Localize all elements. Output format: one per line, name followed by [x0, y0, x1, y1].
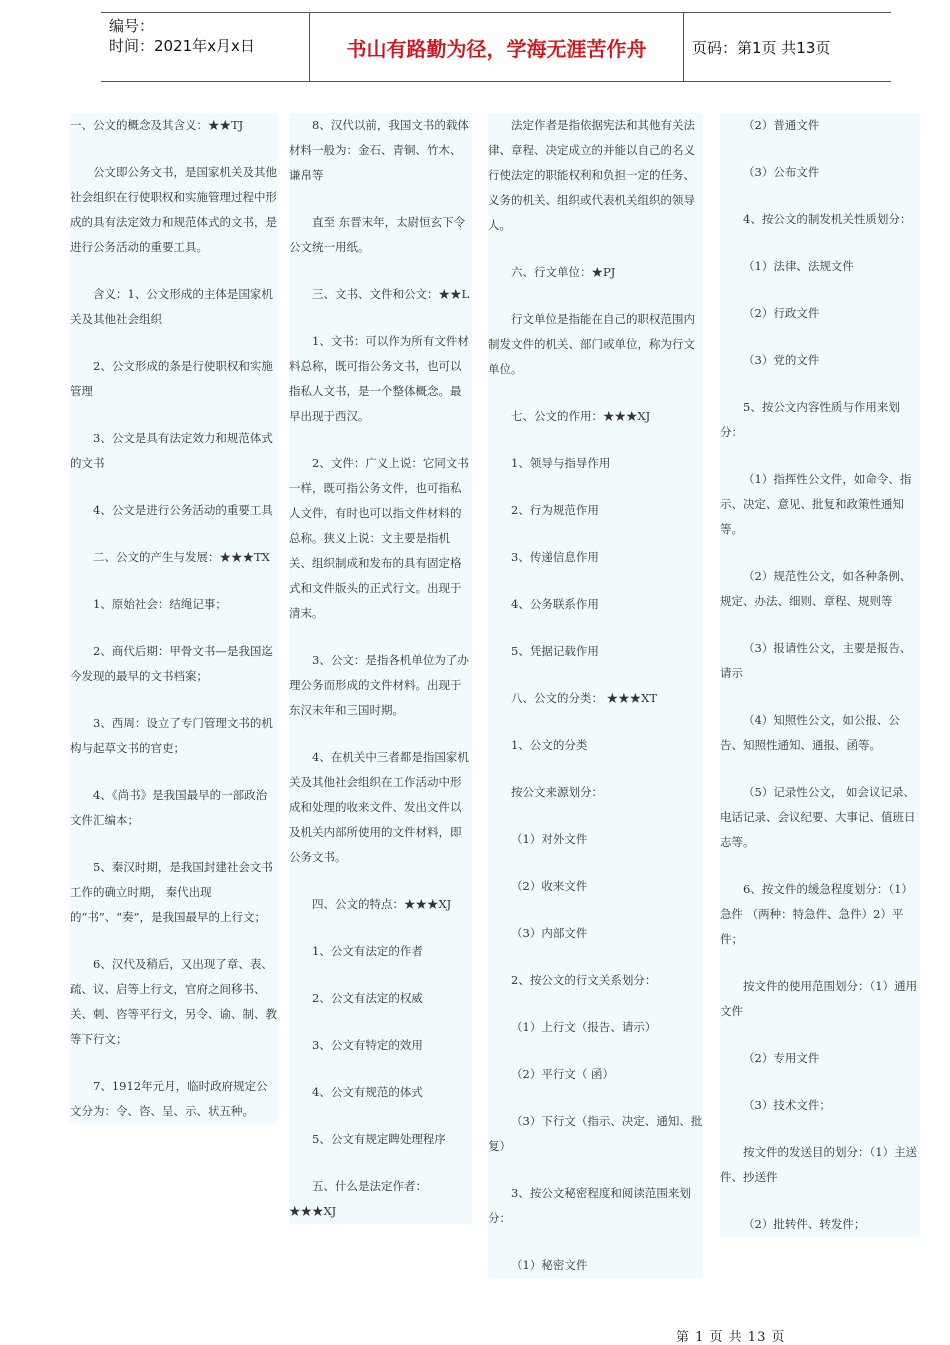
- text-column-1: [70, 113, 278, 1124]
- document-number-label: 编号：: [109, 17, 155, 35]
- section-heading: 四、公文的特点：★★★XJ: [312, 897, 452, 911]
- paragraph: 4、公文是进行公务活动的重要工具: [93, 503, 273, 517]
- header-meta: [101, 13, 310, 81]
- paragraph: （3）公布文件: [743, 165, 820, 179]
- paragraph: （1）对外文件: [511, 832, 588, 846]
- paragraph: 4、按公文的制发机关性质划分：: [743, 212, 912, 226]
- paragraph: 按文件的发送目的划分：（1）主送件、抄送件: [720, 1145, 918, 1184]
- paragraph: （1）秘密文件: [511, 1258, 588, 1272]
- paragraph: 行文单位是指能在自己的职权范围内制发文件的机关、部门或单位，称为行文单位。: [488, 312, 695, 376]
- section-heading: 五、什么是法定作者：★★★XJ: [289, 1179, 427, 1218]
- section-heading: 七、公文的作用：★★★XJ: [511, 409, 651, 423]
- paragraph: 4、公文有规范的体式: [312, 1085, 423, 1099]
- paragraph: 2、按公文的行文关系划分：: [511, 973, 657, 987]
- paragraph: （3）技术文件；: [743, 1098, 831, 1112]
- paragraph: 含义：1、公文形成的主体是国家机关及其他社会组织: [70, 287, 273, 326]
- document-date: 时间：2021年x月x日: [109, 37, 255, 55]
- paragraph: 5、秦汉时期，是我国封建社会文书工作的确立时期， 秦代出现的“书”、“奏”，是我国最早的上行文；: [70, 860, 273, 924]
- paragraph: （3）下行文（指示、决定、通知、批复）: [488, 1114, 703, 1153]
- paragraph: 4、《尚书》是我国最早的一部政治文件汇编本；: [70, 788, 268, 827]
- section-heading: 六、行文单位：★PJ: [511, 265, 616, 279]
- paragraph: 2、文件：广义上说：它同文书一样，既可指公务文件，也可指私人文件，有时也可以指文件材料的总称。狭义上说：文主要是指机关、组织制成和发布的具有固定格式和文件版头的正式行文。出现于清末。: [289, 456, 469, 620]
- paragraph: 法定作者是指依据宪法和其他有关法律、章程、决定成立的并能以自己的名义行使法定的职能权利和负担一定的任务、义务的机关、组织或代表机关组织的领导人。: [488, 118, 695, 232]
- paragraph: 2、商代后期：甲骨文书—是我国迄今发现的最早的文书档案；: [70, 644, 273, 683]
- paragraph: 1、文书：可以作为所有文件材料总称，既可指公务文书，也可以指私人文书，是一个整体概念。最早出现于西汉。: [289, 334, 469, 423]
- paragraph: （2）行政文件: [743, 306, 820, 320]
- paragraph: 3、公文有特定的效用: [312, 1038, 423, 1052]
- paragraph: 4、公务联系作用: [511, 597, 599, 611]
- paragraph: （2）普通文件: [743, 118, 820, 132]
- page-footer: 第 1 页 共 13 页: [676, 1330, 786, 1345]
- paragraph: 按文件的使用范围划分：（1）通用文件: [720, 979, 918, 1018]
- paragraph: 5、按公文内容性质与作用来划分：: [720, 400, 900, 439]
- paragraph: （2）收来文件: [511, 879, 588, 893]
- paragraph: 1、公文有法定的作者: [312, 944, 423, 958]
- text-column-2: [289, 113, 472, 1224]
- paragraph: 4、在机关中三者都是指国家机关及其他社会组织在工作活动中形成和处理的收来文件、发出文件以及机关内部所使用的文件材料，即公务文书。: [289, 750, 469, 864]
- paragraph: 2、公文有法定的权威: [312, 991, 423, 1005]
- paragraph: 1、原始社会：结绳记事；: [93, 597, 227, 611]
- paragraph: 3、公文：是指各机单位为了办理公务而形成的文件材料。出现于东汉末年和三国时期。: [289, 653, 469, 717]
- paragraph: 按公文来源划分：: [511, 785, 603, 799]
- paragraph: 8、汉代以前，我国文书的载体材料一般为：金石、青铜、竹木、谦帛等: [289, 118, 469, 182]
- paragraph: 3、按公文秘密程度和阅读范围来划分：: [488, 1186, 691, 1225]
- paragraph: 6、汉代及稍后，又出现了章、表、疏、议、启等上行文，官府之间移书、关、刺、咨等平行文，另令、谕、制、教等下行文；: [70, 957, 277, 1046]
- paragraph: （1）法律、法规文件: [743, 259, 854, 273]
- paragraph: 2、行为规范作用: [511, 503, 599, 517]
- paragraph: 3、公文是具有法定效力和规范体式的文书: [70, 431, 273, 470]
- paragraph: （2）批转件、转发件；: [743, 1217, 866, 1231]
- paragraph: （2）专用文件: [743, 1051, 820, 1065]
- paragraph: 7、1912年元月，临时政府规定公文分为：令、咨、呈、示、状五种。: [70, 1079, 268, 1118]
- paragraph: （3）内部文件: [511, 926, 588, 940]
- paragraph: 1、公文的分类: [511, 738, 588, 752]
- paragraph: 5、公文有规定睥处理程序: [312, 1132, 446, 1146]
- text-column-4: [720, 113, 920, 1237]
- header-motto: 书山有路勤为径，学海无涯苦作舟: [310, 13, 684, 81]
- paragraph: （4）知照性公文，如公报、公告、知照性通知、通报、函等。: [720, 713, 900, 752]
- section-heading: 二、公文的产生与发展：★★★TX: [93, 550, 270, 564]
- paragraph: （1）指挥性公文件，如命令、指示、决定、意见、批复和政策性通知等。: [720, 472, 912, 536]
- paragraph: 公文即公务文书，是国家机关及其他社会组织在行使职权和实施管理过程中形成的具有法定效力和规范体式的文书，是进行公务活动的重要工具。: [70, 165, 277, 254]
- paragraph: 3、西周：设立了专门管理文书的机构与起草文书的官吏；: [70, 716, 273, 755]
- section-heading: 八、公文的分类： ★★★XT: [511, 691, 658, 705]
- paragraph: 直至 东晋末年，太尉恒玄下令公文统一用纸。: [289, 215, 466, 254]
- paragraph: 1、领导与指导作用: [511, 456, 611, 470]
- paragraph: （5）记录性公文， 如会议记录、电话记录、会议纪要、大事记、值班日志等。: [720, 785, 916, 849]
- paragraph: （2）规范性公文，如各种条例、规定、办法、细则、章程、规则等: [720, 569, 912, 608]
- paragraph: （2）平行文（ 函）: [511, 1067, 614, 1081]
- section-heading: 三、文书、文件和公文：★★L: [312, 287, 470, 301]
- paragraph: 6、按文件的缓急程度划分：（1）急件 （两种：特急件、急件）2）平件；: [720, 882, 913, 946]
- page-header: [101, 12, 891, 82]
- paragraph: 5、凭据记载作用: [511, 644, 599, 658]
- paragraph: （1）上行文（报告、请示）: [511, 1020, 657, 1034]
- paragraph: 2、公文形成的条是行使职权和实施管理: [70, 359, 273, 398]
- paragraph: （3）报请性公文，主要是报告、请示: [720, 641, 912, 680]
- section-heading: 一、公文的概念及其含义：★★TJ: [70, 118, 244, 132]
- paragraph: （3）党的文件: [743, 353, 820, 367]
- paragraph: 3、传递信息作用: [511, 550, 599, 564]
- text-column-3: [488, 113, 703, 1278]
- header-page-info: 页码：第1页 共13页: [692, 38, 831, 57]
